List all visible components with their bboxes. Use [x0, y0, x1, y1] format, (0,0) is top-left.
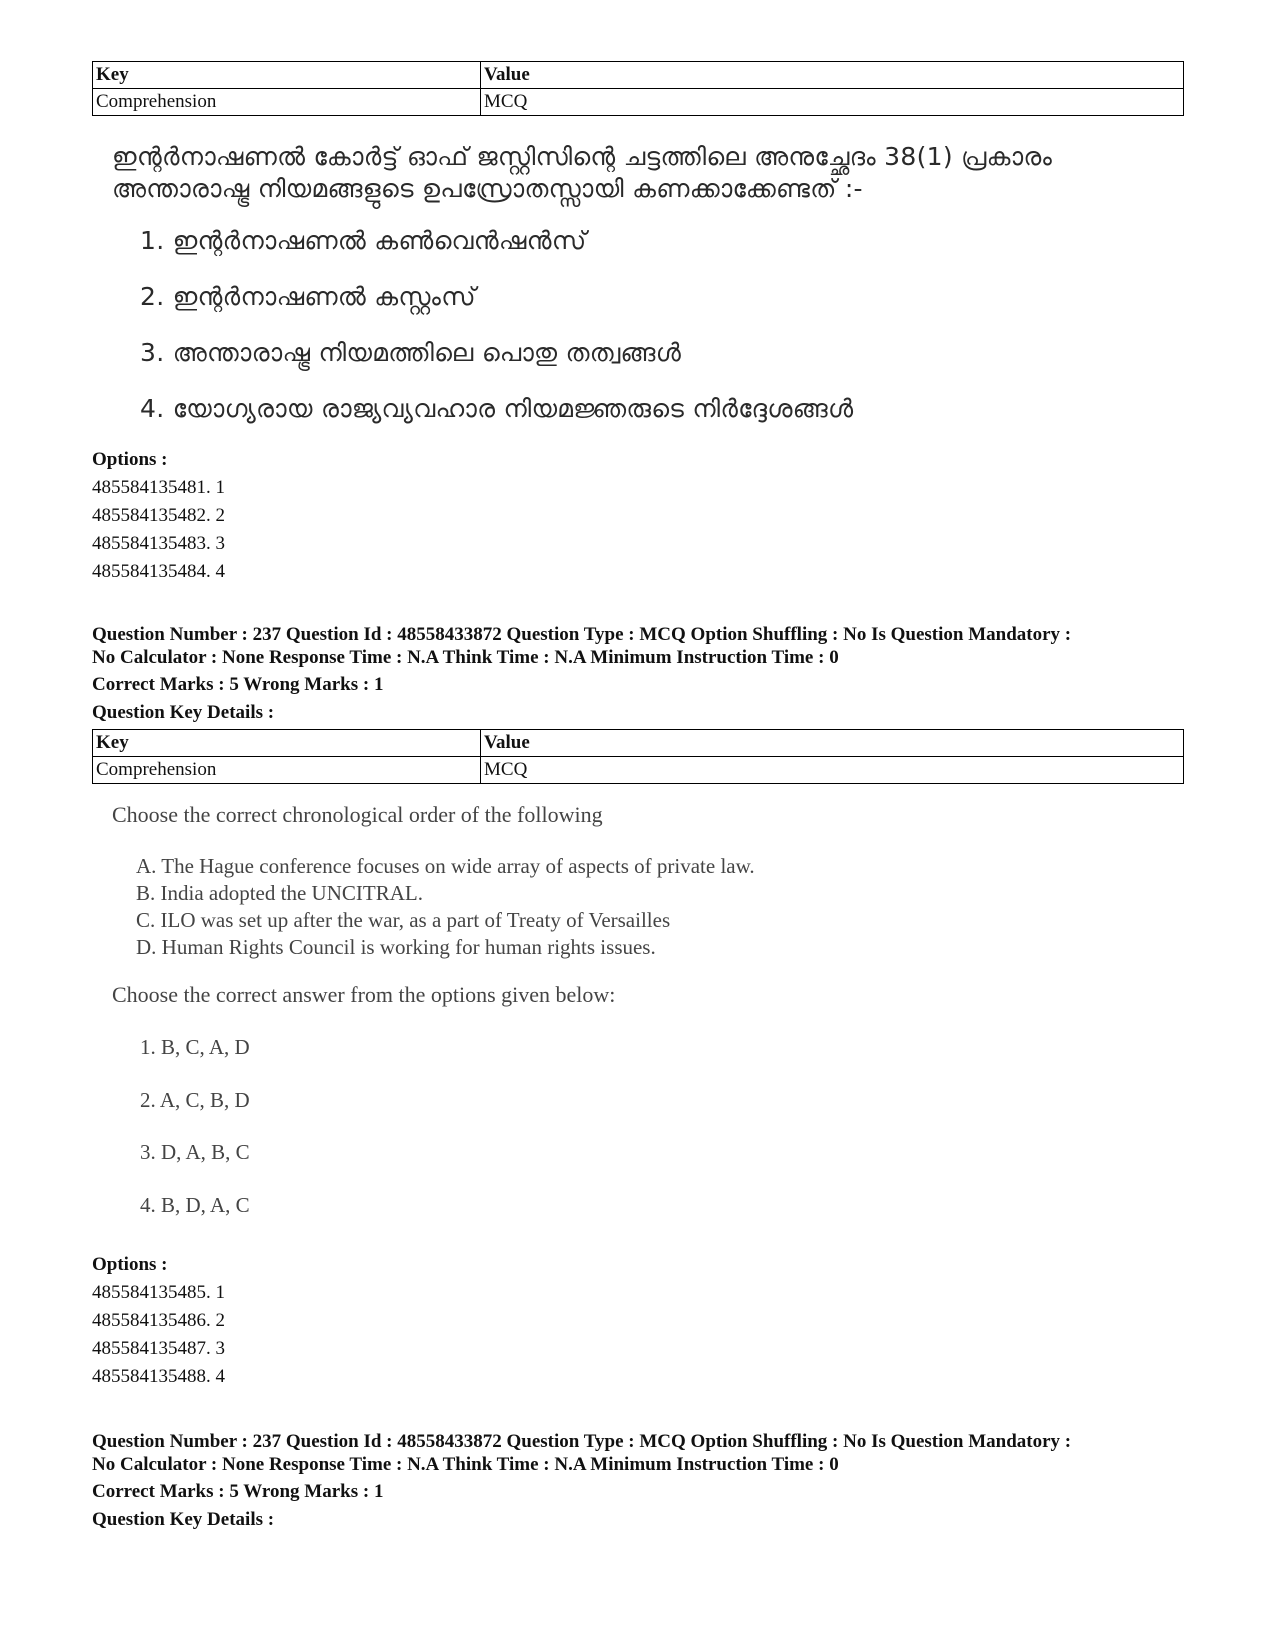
table-header-key: Key	[93, 730, 481, 757]
question-choice: 1. ഇന്റർനാഷണൽ കൺവെൻഷൻസ്	[140, 226, 587, 255]
question-choice: 3. അന്താരാഷ്ട്ര നിയമത്തിലെ പൊതു തത്വങ്ങൾ	[140, 338, 682, 367]
question-stem: Choose the correct chronological order of the following	[112, 802, 603, 827]
question-meta-line-2: No Calculator : None Response Time : N.A Think Time : N.A Minimum Instruction Time : 0	[92, 647, 839, 668]
statement-item: C. ILO was set up after the war, as a part of Treaty of Versailles	[136, 908, 671, 932]
table-header-value: Value	[481, 730, 1184, 757]
question-meta	[92, 1430, 1202, 1476]
question-choice: 2. A, C, B, D	[140, 1088, 250, 1112]
option-id: 485584135484. 4	[92, 561, 225, 582]
options-label: Options :	[92, 449, 168, 470]
option-id: 485584135486. 2	[92, 1310, 225, 1331]
question-meta-line-2: No Calculator : None Response Time : N.A Think Time : N.A Minimum Instruction Time : 0	[92, 1454, 839, 1475]
table-cell-value: MCQ	[481, 757, 1184, 784]
marks-line: Correct Marks : 5 Wrong Marks : 1	[92, 674, 384, 695]
marks-line: Correct Marks : 5 Wrong Marks : 1	[92, 1481, 384, 1502]
table-header-key: Key	[93, 62, 481, 89]
option-id: 485584135483. 3	[92, 533, 225, 554]
option-id: 485584135482. 2	[92, 505, 225, 526]
question-meta	[92, 623, 1202, 669]
option-id: 485584135485. 1	[92, 1282, 225, 1303]
table-header-value: Value	[481, 62, 1184, 89]
question-stem-line-1: ഇന്റർനാഷണൽ കോർട്ട് ഓഫ് ജസ്റ്റിസിന്റെ ചട്ടത്തിലെ അനുച്ഛേദം 38(1) പ്രകാരം	[112, 142, 1053, 171]
question-meta-line-1: Question Number : 237 Question Id : 48558433872 Question Type : MCQ Option Shuffling : No Is Question Mandatory :	[92, 624, 1072, 645]
question-instruction: Choose the correct answer from the options given below:	[112, 982, 616, 1007]
key-value-table	[92, 61, 1184, 116]
question-choice: 1. B, C, A, D	[140, 1035, 250, 1059]
table-cell-value: MCQ	[481, 89, 1184, 116]
question-key-details-label: Question Key Details :	[92, 702, 275, 723]
table-cell-key: Comprehension	[93, 89, 481, 116]
key-value-table	[92, 729, 1184, 784]
table-cell-key: Comprehension	[93, 757, 481, 784]
options-label: Options :	[92, 1254, 168, 1275]
question-choice: 4. B, D, A, C	[140, 1193, 250, 1217]
question-stem-line-2: അന്താരാഷ്ട്ര നിയമങ്ങളുടെ ഉപസ്രോതസ്സായി കണക്കാക്കേണ്ടത് :-	[112, 174, 863, 203]
question-key-details-label: Question Key Details :	[92, 1509, 275, 1530]
statement-item: A. The Hague conference focuses on wide array of aspects of private law.	[136, 854, 755, 878]
option-id: 485584135481. 1	[92, 477, 225, 498]
question-choice: 2. ഇന്റർനാഷണൽ കസ്റ്റംസ്	[140, 282, 476, 311]
option-id: 485584135488. 4	[92, 1366, 225, 1387]
statement-item: D. Human Rights Council is working for human rights issues.	[136, 935, 656, 959]
option-id: 485584135487. 3	[92, 1338, 225, 1359]
question-meta-line-1: Question Number : 237 Question Id : 48558433872 Question Type : MCQ Option Shuffling : No Is Question Mandatory :	[92, 1431, 1072, 1452]
question-choice: 3. D, A, B, C	[140, 1140, 250, 1164]
question-choice: 4. യോഗ്യരായ രാജ്യവ്യവഹാര നിയമജ്ഞരുടെ നിർദ്ദേശങ്ങൾ	[140, 394, 854, 423]
statement-item: B. India adopted the UNCITRAL.	[136, 881, 423, 905]
